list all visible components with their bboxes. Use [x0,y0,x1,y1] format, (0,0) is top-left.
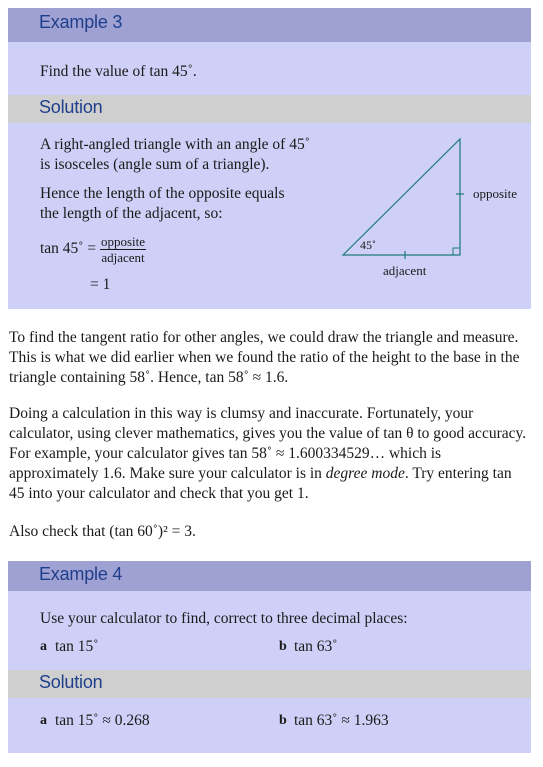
solution-line-3: Hence the length of the opposite equals [40,185,285,202]
paragraph-2 [9,404,529,504]
tan-equation [40,234,146,265]
adjacent-label: adjacent [383,263,427,278]
example4-title: Example 4 [39,564,123,584]
example4-solution-header [8,670,531,698]
example3-solution-title: Solution [39,97,103,117]
solution-line-1: A right-angled triangle with an angle of 45˚ [40,136,310,153]
paragraph-2-emphasis: degree mode [325,465,405,482]
example3-question-box [8,42,531,95]
example3-solution-header [8,95,531,123]
paragraph-2-part-a: Doing a calculation in this way is clumsy and inaccurate. Fortunately, your calculator, using clever mathematics, gives you the value of tan θ to good accuracy. For example, your calculator gives tan 58˚ ≈ 1.600334529… which is approximately 1.6. Make sure your calculator is in [9,405,527,482]
part-b-text: tan 63˚ [294,638,338,655]
fraction [100,234,146,265]
tan-label: tan 45˚ = [40,240,97,258]
triangle-diagram [328,133,528,283]
solution-line-2: is isosceles (angle sum of a triangle). [40,156,270,173]
example4-solution-box [8,698,531,753]
solution-a-letter: a [40,713,47,728]
solution-a-text: tan 15˚ ≈ 0.268 [55,712,150,729]
example3-solution-box [8,123,531,309]
part-b-letter: b [279,639,287,654]
example3-question: Find the value of tan 45˚. [40,63,197,80]
solution-b-letter: b [279,713,287,728]
paragraph-1: To find the tangent ratio for other angles, we could draw the triangle and measure. This is what we did earlier when we found the ratio of the height to the base in the triangle containing 58˚. Hence, tan 58˚ ≈ 1.6. [9,329,520,386]
part-a-letter: a [40,639,47,654]
fraction-numerator: opposite [100,234,146,249]
example4-question-box [8,591,531,670]
opposite-label: opposite [473,186,518,201]
paragraph-3: Also check that (tan 60˚)² = 3. [9,523,196,540]
example4-header [8,561,531,591]
solution-line-4: the length of the adjacent, so: [40,205,223,222]
part-a-text: tan 15˚ [55,638,99,655]
paragraph-2-part-b: . Try entering tan 45 into your calculator and check that you get 1. [9,465,512,502]
tan-result: = 1 [90,276,111,293]
angle-label: 45˚ [360,238,376,252]
solution-b-text: tan 63˚ ≈ 1.963 [294,712,389,729]
fraction-denominator: adjacent [101,250,145,265]
example4-question: Use your calculator to find, correct to three decimal places: [40,610,408,627]
example3-header [8,8,531,42]
example4-solution-title: Solution [39,672,103,692]
example3-title: Example 3 [39,12,123,32]
right-angle-marker [453,248,460,255]
